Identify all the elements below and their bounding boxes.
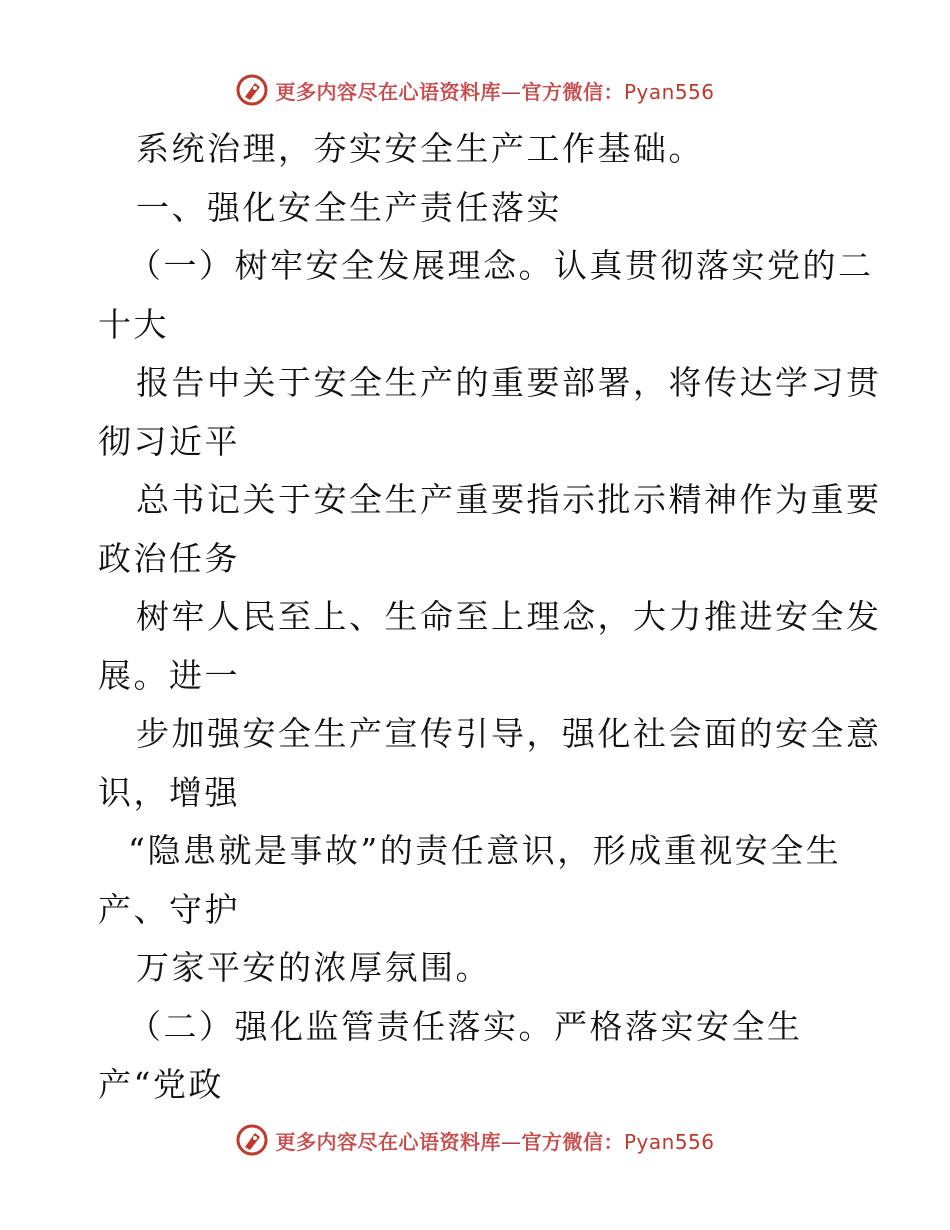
text-line: 十大 (98, 304, 169, 344)
watermark-wechat-label: 官方微信： (521, 79, 624, 104)
text-line: 识，增强 (98, 772, 240, 812)
text-line: 步加强安全生产宣传引导，强化社会面的安全意 (136, 714, 882, 753)
text-line: 产、守护 (98, 889, 240, 929)
watermark-text (275, 1126, 714, 1155)
text-line: 彻习近平 (98, 421, 240, 461)
pen-nib-circle-icon (235, 73, 269, 107)
text-line: 树牢人民至上、生命至上理念，大力推进安全发 (136, 597, 882, 636)
section-heading: 一、强化安全生产责任落实 (136, 187, 562, 227)
pen-nib-circle-icon (235, 1123, 269, 1157)
watermark-footer (0, 1120, 950, 1160)
watermark-main-text: 更多内容尽在心语资料库 (275, 1129, 501, 1154)
document-body (98, 120, 882, 1115)
watermark-text (275, 76, 714, 105)
text-line: “隐患就是事故”的责任意识，形成重视安全生 (128, 831, 842, 870)
watermark-header (0, 70, 950, 110)
text-line: 万家平安的浓厚氛围。 (136, 948, 491, 987)
watermark-wechat-label: 官方微信： (521, 1129, 624, 1154)
text-line: 产“党政 (98, 1065, 224, 1104)
watermark-separator: — (500, 1129, 522, 1154)
text-line: 报告中关于安全生产的重要部署，将传达学习贯 (136, 363, 882, 402)
watermark-separator: — (500, 79, 522, 104)
watermark-wechat-id: Pyan556 (623, 1129, 715, 1154)
watermark-wechat-id: Pyan556 (623, 79, 715, 104)
text-line: 展。进一 (98, 655, 240, 695)
text-line: 政治任务 (98, 538, 240, 578)
watermark-main-text: 更多内容尽在心语资料库 (275, 79, 501, 104)
text-line: 系统治理，夯实安全生产工作基础。 (136, 129, 704, 168)
text-line: 总书记关于安全生产重要指示批示精神作为重要 (136, 480, 882, 519)
text-line: （一）树牢安全发展理念。认真贯彻落实党的二 (128, 246, 874, 285)
text-line: （二）强化监管责任落实。严格落实安全生 (128, 1006, 803, 1046)
